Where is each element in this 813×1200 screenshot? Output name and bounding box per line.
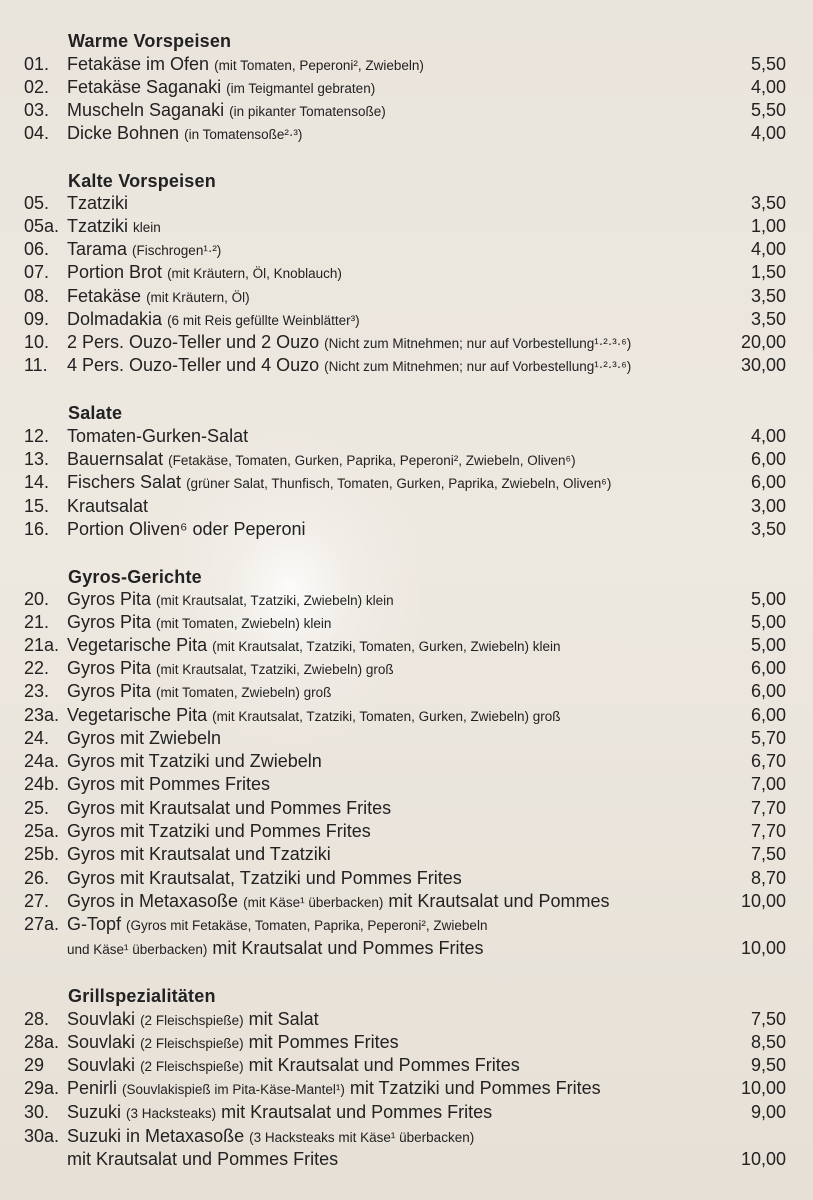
item-price: 10,00 bbox=[740, 1149, 786, 1169]
menu-item bbox=[24, 471, 794, 494]
menu-item-continuation bbox=[24, 1148, 794, 1171]
item-number: 21a. bbox=[24, 635, 60, 655]
item-note: (mit Tomaten, Zwiebeln) groß bbox=[156, 685, 332, 700]
menu-item bbox=[24, 913, 794, 936]
item-note: (mit Krautsalat, Tzatziki, Zwiebeln) klein bbox=[156, 593, 394, 608]
menu-item bbox=[24, 634, 794, 657]
item-number: 23. bbox=[24, 681, 50, 701]
item-price: 9,00 bbox=[750, 1102, 786, 1122]
item-note: und Käse¹ überbacken) bbox=[67, 942, 208, 957]
item-note: (3 Hacksteaks) bbox=[126, 1106, 217, 1121]
item-name: Souvlaki bbox=[67, 1032, 136, 1052]
item-name: 2 Pers. Ouzo-Teller und 2 Ouzo bbox=[67, 332, 320, 352]
item-name: Gyros mit Tzatziki und Pommes Frites bbox=[67, 821, 371, 841]
item-name: Penirli bbox=[67, 1078, 118, 1098]
item-note: (mit Krautsalat, Tzatziki, Tomaten, Gurken, Zwiebeln) klein bbox=[212, 639, 561, 654]
item-price: 5,70 bbox=[750, 728, 786, 748]
item-note: (2 Fleischspieße) bbox=[140, 1036, 244, 1051]
item-price: 4,00 bbox=[750, 123, 786, 143]
menu-item bbox=[24, 76, 794, 99]
item-price: 1,50 bbox=[750, 262, 786, 282]
item-name: Souvlaki bbox=[67, 1009, 136, 1029]
item-number: 11. bbox=[24, 355, 48, 375]
menu-item bbox=[24, 611, 794, 634]
item-price: 10,00 bbox=[740, 891, 786, 911]
item-price: 4,00 bbox=[750, 77, 786, 97]
item-price: 5,00 bbox=[750, 612, 786, 632]
item-name: Gyros mit Krautsalat, Tzatziki und Pommes Frites bbox=[67, 868, 462, 888]
item-note: (grüner Salat, Thunfisch, Tomaten, Gurken, Paprika, Zwiebeln, Oliven⁶) bbox=[186, 476, 612, 491]
item-name-tail: mit Krautsalat und Pommes bbox=[388, 891, 610, 911]
item-name: Tzatziki bbox=[67, 216, 129, 236]
menu-item bbox=[24, 285, 794, 308]
menu-item bbox=[24, 495, 794, 518]
menu-item bbox=[24, 354, 794, 377]
item-price: 7,50 bbox=[750, 1009, 786, 1029]
item-number: 05a. bbox=[24, 216, 60, 236]
item-note: (Souvlakispieß im Pita-Käse-Mantel¹) bbox=[122, 1082, 345, 1097]
item-name: Gyros in Metaxasoße bbox=[67, 891, 239, 911]
menu-item bbox=[24, 1101, 794, 1124]
item-number: 03. bbox=[24, 100, 50, 120]
item-note: (Nicht zum Mitnehmen; nur auf Vorbestellung¹·²·³·⁶) bbox=[324, 359, 632, 374]
item-note: (Gyros mit Fetakäse, Tomaten, Paprika, Peperoni², Zwiebeln bbox=[126, 918, 488, 933]
item-name: Vegetarische Pita bbox=[67, 635, 208, 655]
item-name: Fetakäse Saganaki bbox=[67, 77, 222, 97]
item-number: 22. bbox=[24, 658, 50, 678]
item-name: Portion Brot bbox=[67, 262, 163, 282]
item-price: 9,50 bbox=[750, 1055, 786, 1075]
section-title-grillspezialitaeten: Grillspezialitäten bbox=[68, 986, 216, 1006]
item-number: 30. bbox=[24, 1102, 50, 1122]
item-number: 24a. bbox=[24, 751, 60, 771]
menu-item bbox=[24, 867, 794, 890]
item-number: 21. bbox=[24, 612, 50, 632]
item-note: (in pikanter Tomatensoße) bbox=[229, 104, 386, 119]
item-price: 5,50 bbox=[750, 54, 786, 74]
item-note: (mit Tomaten, Zwiebeln) klein bbox=[156, 616, 332, 631]
item-price: 8,70 bbox=[750, 868, 786, 888]
item-name: 4 Pers. Ouzo-Teller und 4 Ouzo bbox=[67, 355, 320, 375]
menu-item bbox=[24, 680, 794, 703]
item-price: 3,00 bbox=[750, 496, 786, 516]
item-price: 7,00 bbox=[750, 774, 786, 794]
item-name: Fischers Salat bbox=[67, 472, 182, 492]
menu-item bbox=[24, 99, 794, 122]
menu-item bbox=[24, 773, 794, 796]
menu-item bbox=[24, 122, 794, 145]
item-note: (im Teigmantel gebraten) bbox=[226, 81, 376, 96]
item-price: 4,00 bbox=[750, 426, 786, 446]
menu-item bbox=[24, 238, 794, 261]
item-price: 6,00 bbox=[750, 705, 786, 725]
menu-item bbox=[24, 820, 794, 843]
item-number: 23a. bbox=[24, 705, 60, 725]
item-note: (mit Tomaten, Peperoni², Zwiebeln) bbox=[214, 58, 424, 73]
item-number: 14. bbox=[24, 472, 50, 492]
item-name-tail: mit Krautsalat und Pommes Frites bbox=[212, 938, 484, 958]
item-number: 08. bbox=[24, 286, 50, 306]
item-name-tail: mit Tzatziki und Pommes Frites bbox=[349, 1078, 601, 1098]
item-note: (Fischrogen¹·²) bbox=[132, 243, 222, 258]
item-note: (2 Fleischspieße) bbox=[140, 1013, 244, 1028]
item-name: G-Topf bbox=[67, 914, 122, 934]
item-price: 8,50 bbox=[750, 1032, 786, 1052]
item-name: Vegetarische Pita bbox=[67, 705, 208, 725]
section-title-warme-vorspeisen: Warme Vorspeisen bbox=[68, 31, 232, 51]
item-note: (mit Krautsalat, Tzatziki, Tomaten, Gurken, Zwiebeln) groß bbox=[212, 709, 561, 724]
item-name: Portion Oliven⁶ oder Peperoni bbox=[67, 519, 306, 539]
item-number: 07. bbox=[24, 262, 50, 282]
item-number: 02. bbox=[24, 77, 50, 97]
item-name: Dicke Bohnen bbox=[67, 123, 180, 143]
item-name: Tarama bbox=[67, 239, 128, 259]
section-title-kalte-vorspeisen: Kalte Vorspeisen bbox=[68, 171, 216, 191]
item-number: 09. bbox=[24, 309, 50, 329]
menu-item bbox=[24, 727, 794, 750]
item-price: 30,00 bbox=[740, 355, 786, 375]
section-title-salate: Salate bbox=[68, 403, 123, 423]
menu-item-continuation bbox=[24, 937, 794, 960]
item-price: 4,00 bbox=[750, 239, 786, 259]
menu-item bbox=[24, 425, 794, 448]
item-name: Muscheln Saganaki bbox=[67, 100, 225, 120]
item-name: Gyros mit Zwiebeln bbox=[67, 728, 222, 748]
item-name: Gyros mit Tzatziki und Zwiebeln bbox=[67, 751, 322, 771]
item-note: (mit Käse¹ überbacken) bbox=[243, 895, 384, 910]
item-number: 29a. bbox=[24, 1078, 60, 1098]
item-name: Gyros Pita bbox=[67, 681, 152, 701]
item-number: 26. bbox=[24, 868, 50, 888]
menu-item bbox=[24, 750, 794, 773]
menu-item bbox=[24, 331, 794, 354]
item-name: Fetakäse bbox=[67, 286, 142, 306]
item-price: 3,50 bbox=[750, 286, 786, 306]
menu-item bbox=[24, 1008, 794, 1031]
item-number: 29 bbox=[24, 1055, 45, 1075]
item-name: Gyros Pita bbox=[67, 589, 152, 609]
item-number: 28a. bbox=[24, 1032, 60, 1052]
item-price: 7,70 bbox=[750, 798, 786, 818]
item-note: (Fetakäse, Tomaten, Gurken, Paprika, Peperoni², Zwiebeln, Oliven⁶) bbox=[168, 453, 576, 468]
item-number: 27a. bbox=[24, 914, 60, 934]
menu-item bbox=[24, 890, 794, 913]
item-number: 01. bbox=[24, 54, 50, 74]
menu-item bbox=[24, 1077, 794, 1100]
item-name: Suzuki in Metaxasoße bbox=[67, 1126, 245, 1146]
item-price: 6,00 bbox=[750, 658, 786, 678]
item-number: 16. bbox=[24, 519, 50, 539]
item-name-tail: mit Pommes Frites bbox=[248, 1032, 399, 1052]
item-number: 24b. bbox=[24, 774, 60, 794]
item-price: 3,50 bbox=[750, 193, 786, 213]
item-price: 6,00 bbox=[750, 681, 786, 701]
item-price: 20,00 bbox=[740, 332, 786, 352]
item-note: (in Tomatensoße²·³) bbox=[184, 127, 303, 142]
menu-item bbox=[24, 53, 794, 76]
menu-item bbox=[24, 1031, 794, 1054]
item-name: Souvlaki bbox=[67, 1055, 136, 1075]
menu-item bbox=[24, 1054, 794, 1077]
menu-item bbox=[24, 843, 794, 866]
menu-item bbox=[24, 588, 794, 611]
item-price: 3,50 bbox=[750, 519, 786, 539]
item-price: 7,70 bbox=[750, 821, 786, 841]
item-number: 06. bbox=[24, 239, 50, 259]
item-price: 5,00 bbox=[750, 589, 786, 609]
item-note: klein bbox=[133, 220, 161, 235]
item-number: 13. bbox=[24, 449, 50, 469]
menu-item bbox=[24, 518, 794, 541]
item-number: 12. bbox=[24, 426, 50, 446]
item-name-tail: mit Krautsalat und Pommes Frites bbox=[248, 1055, 520, 1075]
item-name: Gyros Pita bbox=[67, 658, 152, 678]
item-name: Tomaten-Gurken-Salat bbox=[67, 426, 249, 446]
item-number: 25b. bbox=[24, 844, 60, 864]
item-note: (3 Hacksteaks mit Käse¹ überbacken) bbox=[249, 1130, 475, 1145]
menu-item bbox=[24, 1125, 794, 1148]
item-name: Gyros mit Krautsalat und Tzatziki bbox=[67, 844, 331, 864]
item-price: 5,50 bbox=[750, 100, 786, 120]
item-price: 10,00 bbox=[740, 938, 786, 958]
item-price: 7,50 bbox=[750, 844, 786, 864]
item-number: 25. bbox=[24, 798, 50, 818]
item-number: 10. bbox=[24, 332, 50, 352]
item-number: 24. bbox=[24, 728, 50, 748]
item-name: Dolmadakia bbox=[67, 309, 163, 329]
item-number: 25a. bbox=[24, 821, 60, 841]
item-note: (6 mit Reis gefüllte Weinblätter³) bbox=[167, 313, 360, 328]
item-note: (Nicht zum Mitnehmen; nur auf Vorbestellung¹·²·³·⁶) bbox=[324, 336, 632, 351]
item-name: Fetakäse im Ofen bbox=[67, 54, 210, 74]
item-name-tail: mit Krautsalat und Pommes Frites bbox=[67, 1149, 339, 1169]
item-price: 3,50 bbox=[750, 309, 786, 329]
item-price: 5,00 bbox=[750, 635, 786, 655]
item-name: Suzuki bbox=[67, 1102, 122, 1122]
item-price: 6,00 bbox=[750, 449, 786, 469]
item-note: (mit Krautsalat, Tzatziki, Zwiebeln) groß bbox=[156, 662, 394, 677]
item-name: Krautsalat bbox=[67, 496, 149, 516]
item-note: (2 Fleischspieße) bbox=[140, 1059, 244, 1074]
item-number: 28. bbox=[24, 1009, 50, 1029]
menu-item bbox=[24, 192, 794, 215]
item-price: 6,00 bbox=[750, 472, 786, 492]
item-name: Gyros mit Pommes Frites bbox=[67, 774, 271, 794]
item-note: (mit Kräutern, Öl) bbox=[146, 290, 250, 305]
item-name: Gyros mit Krautsalat und Pommes Frites bbox=[67, 798, 392, 818]
item-price: 6,70 bbox=[750, 751, 786, 771]
item-name: Gyros Pita bbox=[67, 612, 152, 632]
item-name: Tzatziki bbox=[67, 193, 129, 213]
item-name-tail: mit Salat bbox=[248, 1009, 319, 1029]
item-name-tail: mit Krautsalat und Pommes Frites bbox=[221, 1102, 493, 1122]
menu-item bbox=[24, 308, 794, 331]
item-number: 15. bbox=[24, 496, 50, 516]
item-price: 1,00 bbox=[750, 216, 786, 236]
menu-item bbox=[24, 704, 794, 727]
menu-item bbox=[24, 215, 794, 238]
item-note: (mit Kräutern, Öl, Knoblauch) bbox=[167, 266, 342, 281]
section-title-gyros-gerichte: Gyros-Gerichte bbox=[68, 567, 202, 587]
item-number: 27. bbox=[24, 891, 50, 911]
item-number: 04. bbox=[24, 123, 50, 143]
item-name: Bauernsalat bbox=[67, 449, 164, 469]
item-number: 30a. bbox=[24, 1126, 60, 1146]
item-number: 20. bbox=[24, 589, 50, 609]
menu-item bbox=[24, 448, 794, 471]
item-price: 10,00 bbox=[740, 1078, 786, 1098]
item-number: 05. bbox=[24, 193, 50, 213]
menu-item bbox=[24, 797, 794, 820]
menu-item bbox=[24, 657, 794, 680]
menu-item bbox=[24, 261, 794, 284]
